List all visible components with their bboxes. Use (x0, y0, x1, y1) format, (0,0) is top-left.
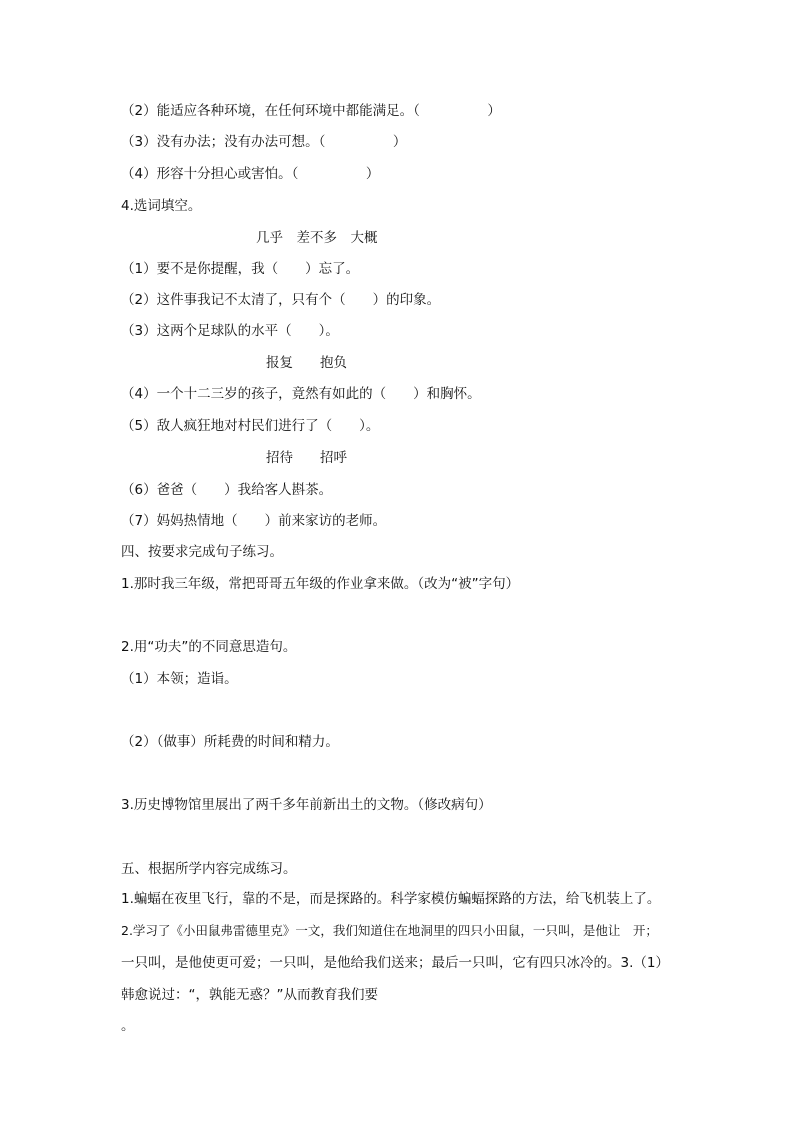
section-5-heading: 五、根据所学内容完成练习。 (121, 861, 297, 877)
question-4-item-6: （6）爸爸（ ）我给客人斟茶。 (121, 482, 333, 498)
section-5-question-3: 韩愈说过：“，孰能无惑？”从而教育我们要 (121, 987, 378, 1003)
question-4-item-4: （4）一个十二三岁的孩子，竟然有如此的（ ）和胸怀。 (121, 386, 481, 402)
section-5-question-1: 1.蝙蝠在夜里飞行，靠的不是，而是探路的。科学家模仿蝙蝠探路的方法，给飞机装上了。 (121, 891, 661, 907)
word-options-1: 几乎 差不多 大概 (256, 230, 378, 246)
section-5-question-2-cont: 一只叫，是他使更可爱；一只叫，是他给我们送来；最后一只叫，它有四只冰冷的。3.（1） (121, 955, 669, 971)
question-3-item-4: （4）形容十分担心或害怕。（ ） (121, 166, 380, 182)
question-4-item-1: （1）要不是你提醒，我（ ）忘了。 (121, 261, 360, 277)
section-5-question-2: 2.学习了《小田鼠弗雷德里克》一文，我们知道住在地洞里的四只小田鼠，一只叫，是他让 开； (121, 923, 658, 938)
question-4-item-3: （3）这两个足球队的水平（ ）。 (121, 323, 339, 339)
section-4-question-1: 1.那时我三年级，常把哥哥五年级的作业拿来做。（改为“被”字句） (121, 576, 520, 592)
question-4-item-5: （5）敌人疯狂地对村民们进行了（ ）。 (121, 418, 380, 434)
question-4-item-7: （7）妈妈热情地（ ）前来家访的老师。 (121, 513, 387, 529)
section-5-question-3-end: 。 (121, 1018, 135, 1034)
section-4-question-2-item-2: （2）（做事）所耗费的时间和精力。 (121, 734, 339, 750)
section-4-question-2: 2.用“功夫”的不同意思造句。 (121, 639, 297, 655)
question-4-heading: 4.选词填空。 (121, 198, 202, 214)
section-4-question-2-item-1: （1）本领；造诣。 (121, 671, 238, 687)
question-3-item-2: （2）能适应各种环境，在任何环境中都能满足。（ ） (121, 103, 501, 119)
section-4-question-3: 3.历史博物馆里展出了两千多年前新出土的文物。（修改病句） (121, 797, 492, 813)
section-4-heading: 四、按要求完成句子练习。 (121, 544, 283, 560)
word-options-3: 招待 招呼 (266, 450, 347, 466)
word-options-2: 报复 抱负 (266, 355, 347, 371)
question-3-item-3: （3）没有办法；没有办法可想。（ ） (121, 134, 407, 150)
question-4-item-2: （2）这件事我记不太清了，只有个（ ）的印象。 (121, 292, 441, 308)
